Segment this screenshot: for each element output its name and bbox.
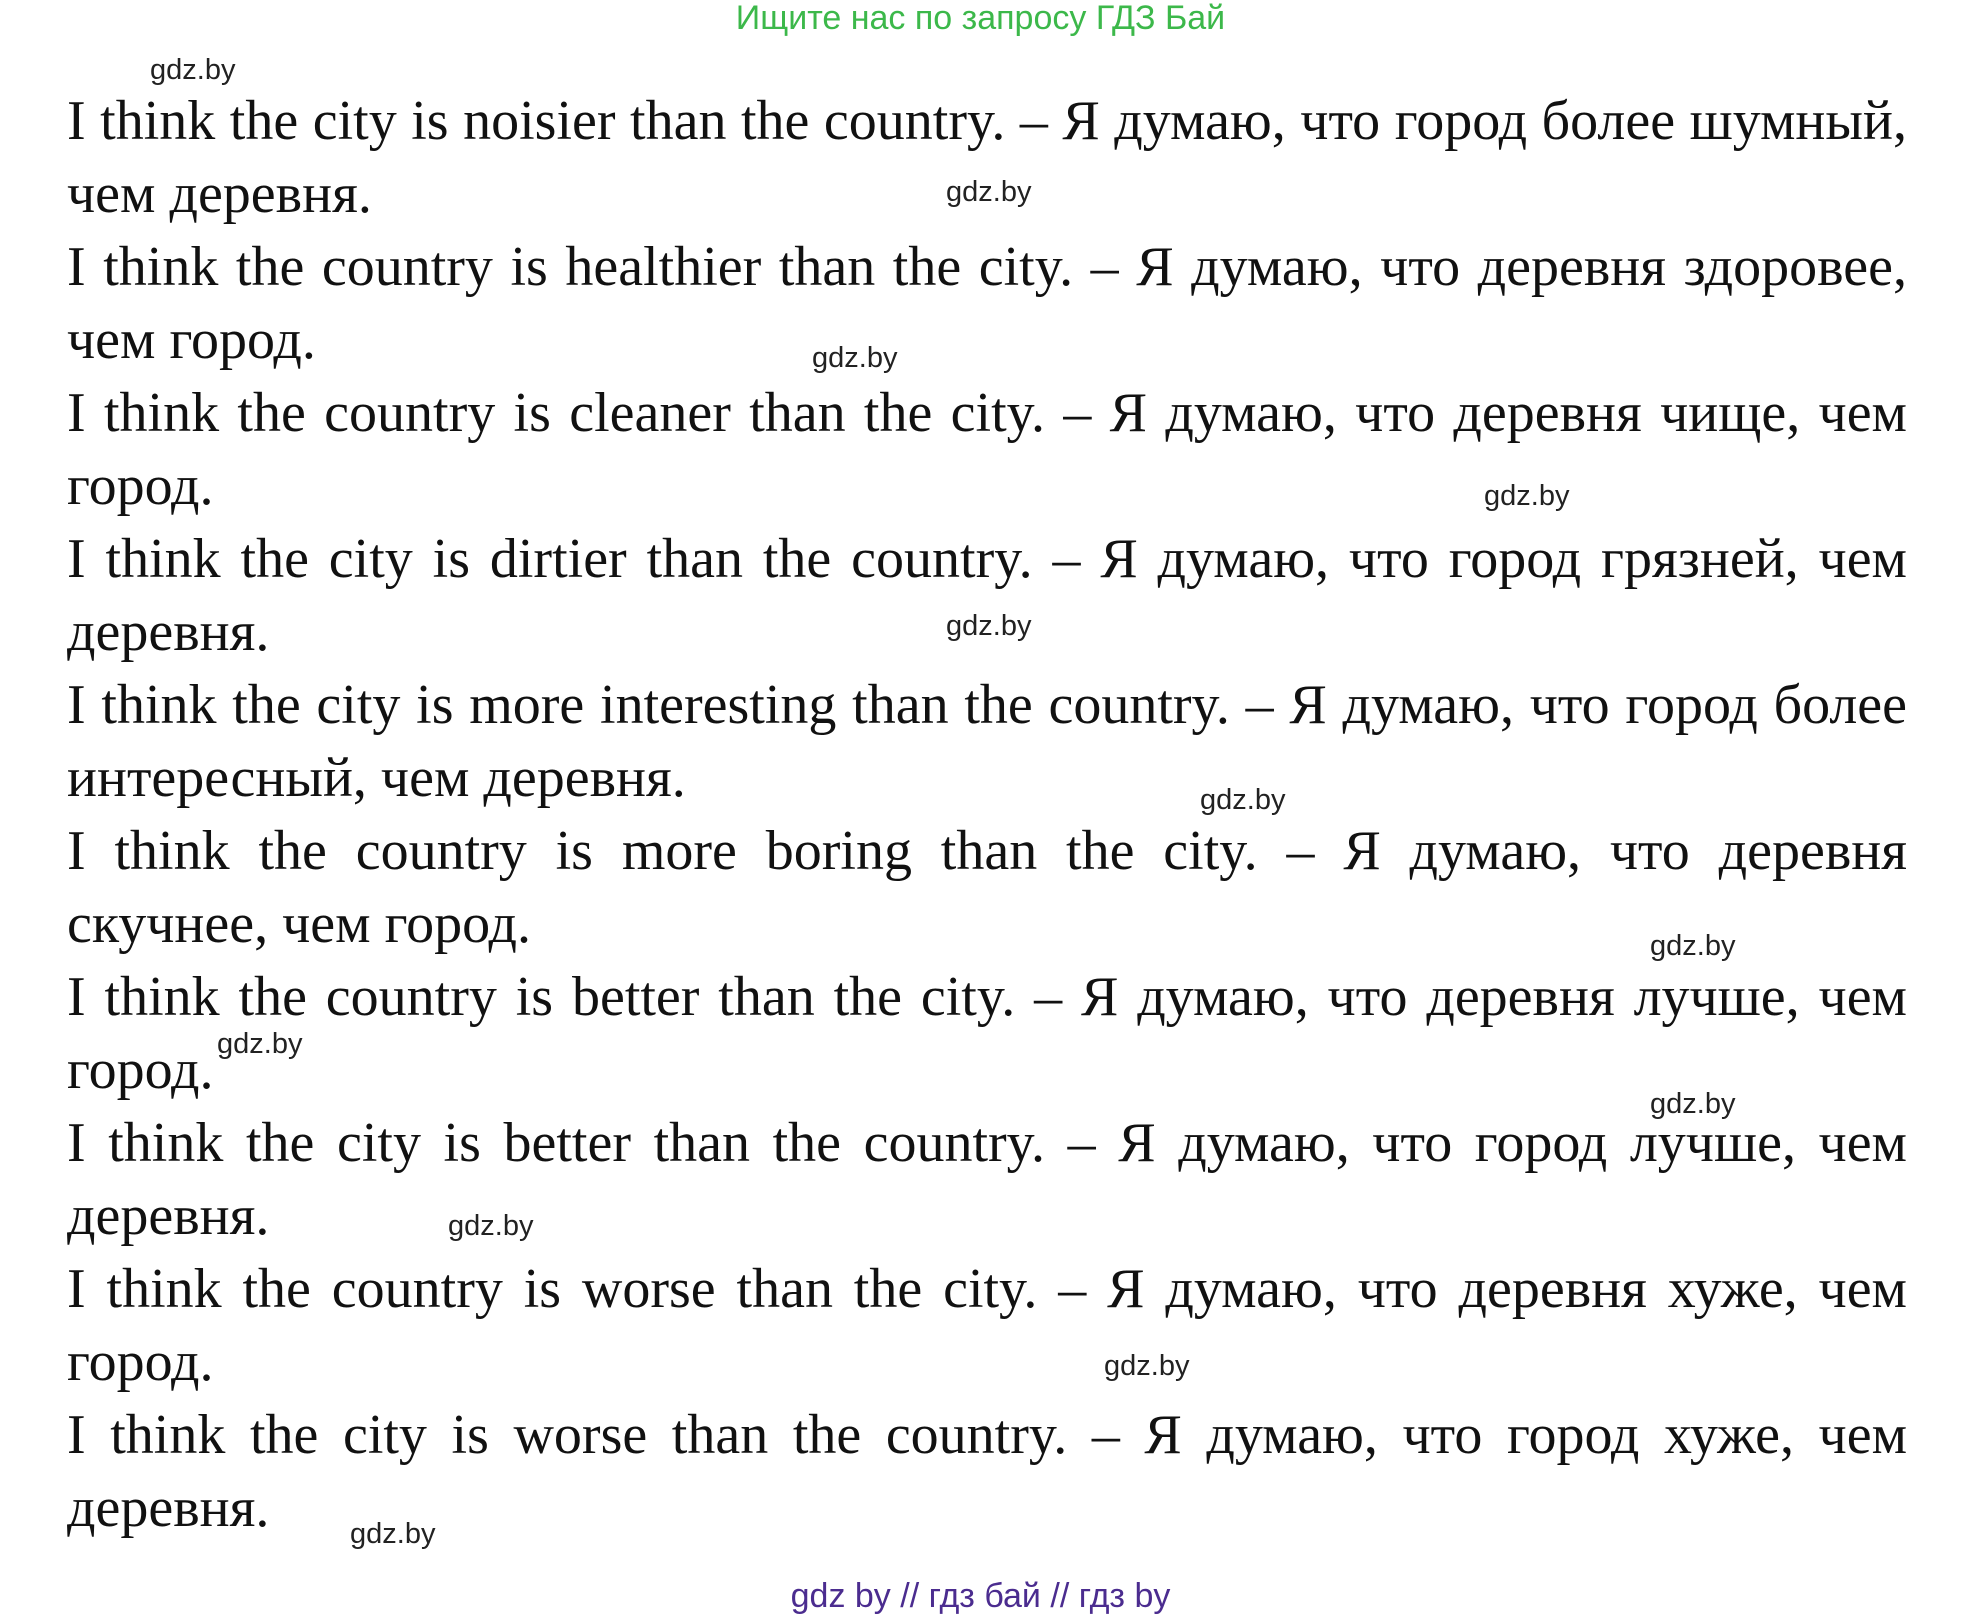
sentence-9: I think the country is worse than the city. – Я думаю, что деревня хуже, чем город.	[67, 1258, 1907, 1393]
watermark: gdz.by	[812, 342, 898, 374]
sentence-5: I think the city is more interesting than the country. – Я думаю, что город более интересный, чем деревня.	[67, 674, 1907, 809]
sentence-4: I think the city is dirtier than the country. – Я думаю, что город грязней, чем деревня.	[67, 528, 1907, 663]
watermark: gdz.by	[1650, 1088, 1736, 1120]
footer-banner: gdz by // гдз бай // гдз by	[790, 1577, 1171, 1615]
sentence-6: I think the country is more boring than the city. – Я думаю, что деревня скучнее, чем город.	[67, 820, 1907, 955]
watermark: gdz.by	[350, 1518, 436, 1550]
sentence-3: I think the country is cleaner than the city. – Я думаю, что деревня чище, чем город.	[67, 382, 1907, 517]
sentence-8: I think the city is better than the country. – Я думаю, что город лучше, чем деревня.	[67, 1112, 1907, 1247]
watermark: gdz.by	[448, 1210, 534, 1242]
sentence-2: I think the country is healthier than the city. – Я думаю, что деревня здоровее, чем город.	[67, 236, 1907, 371]
sentence-10: I think the city is worse than the country. – Я думаю, что город хуже, чем деревня.	[67, 1404, 1907, 1539]
watermark: gdz.by	[217, 1028, 303, 1060]
watermark: gdz.by	[150, 54, 236, 86]
watermark: gdz.by	[1650, 930, 1736, 962]
answer-text	[67, 85, 1907, 1545]
watermark: gdz.by	[1200, 784, 1286, 816]
sentence-7: I think the country is better than the city. – Я думаю, что деревня лучше, чем город.	[67, 966, 1907, 1101]
watermark: gdz.by	[946, 610, 1032, 642]
watermark: gdz.by	[1104, 1350, 1190, 1382]
watermark: gdz.by	[1484, 480, 1570, 512]
header-banner: Ищите нас по запросу ГДЗ Бай	[735, 0, 1226, 37]
sentence-1: I think the city is noisier than the country. – Я думаю, что город более шумный, чем деревня.	[67, 90, 1907, 225]
watermark: gdz.by	[946, 176, 1032, 208]
